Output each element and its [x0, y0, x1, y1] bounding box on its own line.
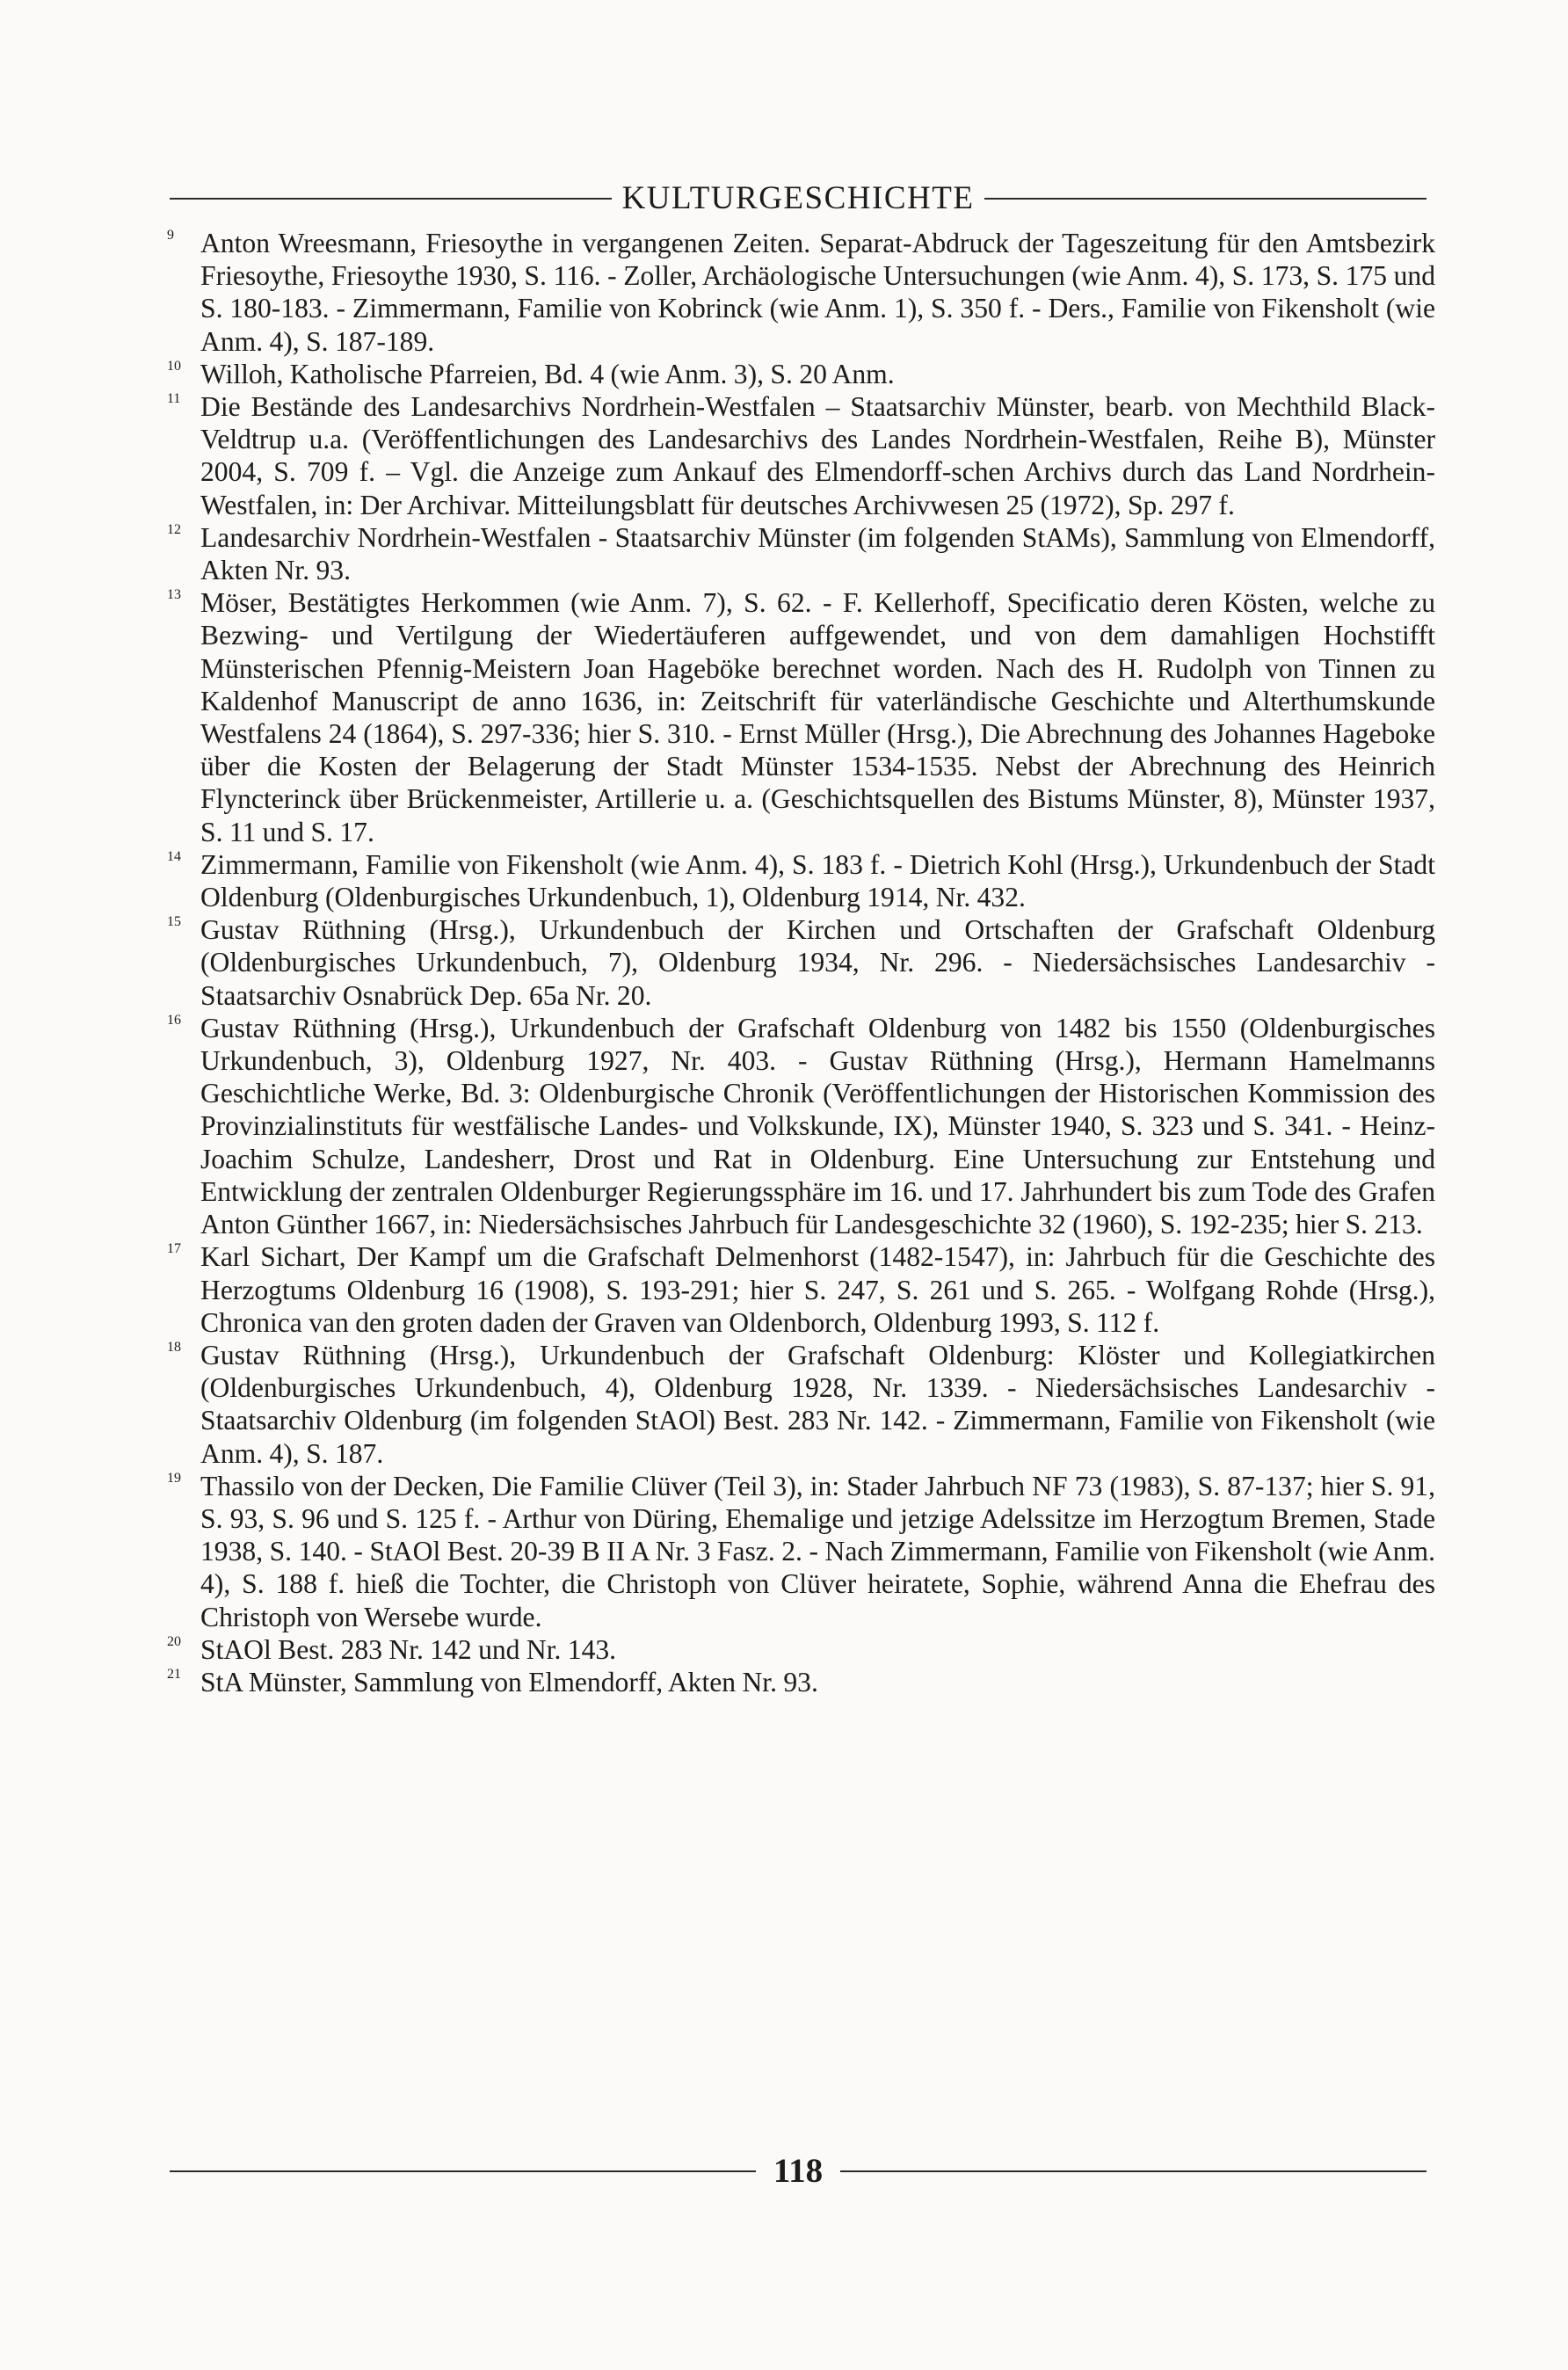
footnote-number: 19: [167, 1470, 181, 1486]
footnote: [167, 913, 1435, 1012]
footnote-text: Die Bestände des Landesarchivs Nordrhein-Westfalen – Staatsarchiv Münster, bearb. von Mechthild Black-Veldtrup u.a. (Veröffentlichungen des Landesarchivs des Landes Nordrhein-Westfalen, Reihe B), Münster 2004, S. 709 f. – Vgl. die Anzeige zum Ankauf des Elmendorff-schen Archivs durch das Land Nordrhein-Westfalen, in: Der Archivar. Mitteilungsblatt für deutsches Archivwesen 25 (1972), Sp. 297 f.: [200, 391, 1435, 520]
footnote-number: 12: [167, 521, 181, 537]
footnote-number: 20: [167, 1633, 181, 1649]
footnote-text: Gustav Rüthning (Hrsg.), Urkundenbuch der Grafschaft Oldenburg: Klöster und Kollegiatkirchen (Oldenburgisches Urkundenbuch, 4), Oldenburg 1928, Nr. 1339. - Niedersächsisches Landesarchiv - Staatsarchiv Oldenburg (im folgenden StAOl) Best. 283 Nr. 142. - Zimmermann, Familie von Fikensholt (wie Anm. 4), S. 187.: [200, 1339, 1435, 1469]
footnote-text: Gustav Rüthning (Hrsg.), Urkundenbuch der Kirchen und Ortschaften der Grafschaft Oldenburg (Oldenburgisches Urkundenbuch, 7), Oldenburg 1934, Nr. 296. - Niedersächsisches Landesarchiv - Staatsarchiv Osnabrück Dep. 65a Nr. 20.: [200, 914, 1435, 1011]
footnote: [167, 1666, 1435, 1698]
footnote-text: Thassilo von der Decken, Die Familie Clüver (Teil 3), in: Stader Jahrbuch NF 73 (1983), S. 87-137; hier S. 91, S. 93, S. 96 und S. 125 f. - Arthur von Düring, Ehemalige und jetzige Adelssitze im Herzogtum Bremen, Stade 1938, S. 140. - StAOl Best. 20-39 B II A Nr. 3 Fasz. 2. - Nach Zimmermann, Familie von Fikensholt (wie Anm. 4), S. 188 f. hieß die Tochter, die Christoph von Clüver heiratete, Sophie, während Anna die Ehefrau des Christoph von Wersebe wurde.: [200, 1470, 1435, 1632]
footnote: [167, 848, 1435, 913]
section-title: KULTURGESCHICHTE: [621, 180, 975, 216]
footnote-number: 9: [167, 228, 174, 243]
footnote: [167, 358, 1435, 390]
footnote-text: Gustav Rüthning (Hrsg.), Urkundenbuch der Grafschaft Oldenburg von 1482 bis 1550 (Oldenburgisches Urkundenbuch, 3), Oldenburg 1927, Nr. 403. - Gustav Rüthning (Hrsg.), Hermann Hamelmanns Geschichtliche Werke, Bd. 3: Oldenburgische Chronik (Veröffentlichungen der Historischen Kommission des Provinzialinstituts für westfälische Landes- und Volkskunde, IX), Münster 1940, S. 323 und S. 341. - Heinz-Joachim Schulze, Landesherr, Drost und Rat in Oldenburg. Eine Untersuchung zur Entstehung und Entwicklung der zentralen Oldenburger Regierungssphäre im 16. und 17. Jahrhundert bis zum Tode des Grafen Anton Günther 1667, in: Niedersächsisches Jahrbuch für Landesgeschichte 32 (1960), S. 192-235; hier S. 213.: [200, 1012, 1435, 1240]
footer-rule-left: [170, 2170, 756, 2172]
footnote-number: 13: [167, 587, 181, 603]
footer-rule-right: [840, 2170, 1426, 2172]
footnote-number: 16: [167, 1012, 181, 1028]
footnote: [167, 1470, 1435, 1633]
footnote-text: Karl Sichart, Der Kampf um die Grafschaft Delmenhorst (1482-1547), in: Jahrbuch für die Geschichte des Herzogtums Oldenburg 16 (1908), S. 193-291; hier S. 247, S. 261 und S. 265. - Wolfgang Rohde (Hrsg.), Chronica van den groten daden der Graven van Oldenborch, Oldenburg 1993, S. 112 f.: [200, 1241, 1435, 1338]
footnote: [167, 521, 1435, 586]
footnote-number: 14: [167, 848, 181, 864]
footnote: [167, 1339, 1435, 1470]
footnote-number: 15: [167, 914, 181, 930]
header-rule-right: [984, 198, 1426, 200]
header-rule-left: [170, 198, 612, 200]
page-footer: [170, 2145, 1426, 2198]
footnote: [167, 1240, 1435, 1339]
footnote-number: 18: [167, 1339, 181, 1355]
footnote: [167, 1012, 1435, 1240]
footnote-text: Willoh, Katholische Pfarreien, Bd. 4 (wie Anm. 3), S. 20 Anm.: [200, 358, 895, 389]
footnote-number: 17: [167, 1241, 181, 1257]
footnote-text: StA Münster, Sammlung von Elmendorff, Akten Nr. 93.: [200, 1666, 818, 1698]
footnote-text: StAOl Best. 283 Nr. 142 und Nr. 143.: [200, 1633, 617, 1665]
footnote-text: Landesarchiv Nordrhein-Westfalen - Staatsarchiv Münster (im folgenden StAMs), Sammlung von Elmendorff, Akten Nr. 93.: [200, 521, 1435, 586]
footnote: [167, 586, 1435, 848]
footnote-number: 21: [167, 1666, 181, 1682]
footnote: [167, 227, 1435, 358]
footnote-text: Möser, Bestätigtes Herkommen (wie Anm. 7), S. 62. - F. Kellerhoff, Specificatio deren Kösten, welche zu Bezwing- und Vertilgung der Wiedertäuferen auffgewendet, und von dem damahligen Hochstifft Münsterischen Pfennig-Meistern Joan Hageböke berechnet worden. Nach des H. Rudolph von Tinnen zu Kaldenhof Manuscript de anno 1636, in: Zeitschrift für vaterländische Geschichte und Alterthumskunde Westfalens 24 (1864), S. 297-336; hier S. 310. - Ernst Müller (Hrsg.), Die Abrechnung des Johannes Hageboke über die Kosten der Belagerung der Stadt Münster 1534-1535. Nebst der Abrechnung des Heinrich Flyncterinck über Brückenmeister, Artillerie u. a. (Geschichtsquellen des Bistums Münster, 8), Münster 1937, S. 11 und S. 17.: [200, 587, 1435, 847]
footnote: [167, 1633, 1435, 1666]
footnote-number: 11: [167, 391, 181, 407]
page-number: 118: [773, 2152, 824, 2190]
footnote: [167, 390, 1435, 521]
footnote-text: Zimmermann, Familie von Fikensholt (wie Anm. 4), S. 183 f. - Dietrich Kohl (Hrsg.), Urkundenbuch der Stadt Oldenburg (Oldenburgisches Urkundenbuch, 1), Oldenburg 1914, Nr. 432.: [200, 848, 1435, 913]
footnote-text: Anton Wreesmann, Friesoythe in vergangenen Zeiten. Separat-Abdruck der Tageszeitung für den Amtsbezirk Friesoythe, Friesoythe 1930, S. 116. - Zoller, Archäologische Untersuchungen (wie Anm. 4), S. 173, S. 175 und S. 180-183. - Zimmermann, Familie von Kobrinck (wie Anm. 1), S. 350 f. - Ders., Familie von Fikensholt (wie Anm. 4), S. 187-189.: [200, 228, 1435, 357]
footnotes-list: [167, 227, 1435, 1698]
footnote-number: 10: [167, 358, 181, 374]
running-header: [170, 172, 1426, 225]
